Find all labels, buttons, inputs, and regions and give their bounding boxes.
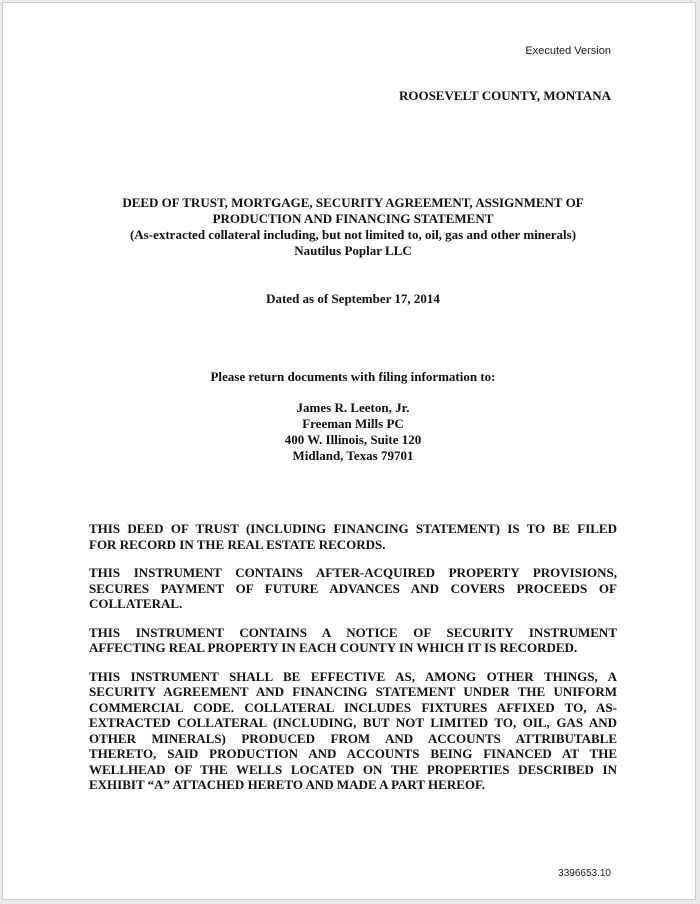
dated-line: Dated as of September 17, 2014: [266, 291, 440, 306]
notice-line: WELLHEAD OF THE WELLS LOCATED ON THE PROPERTIES DESCRIBED IN: [89, 761, 617, 777]
notice-line: EXTRACTED COLLATERAL (INCLUDING, BUT NOT LIMITED TO, OIL, GAS AND: [89, 715, 617, 730]
address-street: 400 W. Illinois, Suite 120: [284, 432, 422, 447]
title-line-2: PRODUCTION AND FINANCING STATEMENT: [212, 211, 494, 226]
address-city: Midland, Texas 79701: [292, 448, 414, 463]
notice-line: THERETO, SAID PRODUCTION AND ACCOUNTS BEING FINANCED AT THE: [89, 746, 617, 761]
notice-line: SECURES PAYMENT OF FUTURE ADVANCES AND COVERS PROCEEDS OF: [89, 580, 617, 596]
county-heading: ROOSEVELT COUNTY, MONTANA: [398, 88, 611, 103]
address-firm: Freeman Mills PC: [302, 416, 404, 431]
notices: [89, 521, 617, 806]
notice-line: AFFECTING REAL PROPERTY IN EACH COUNTY IN WHICH IT IS RECORDED.: [89, 640, 578, 655]
notice-filing: [89, 521, 617, 552]
document-page: [2, 2, 696, 900]
notice-line: THIS DEED OF TRUST (INCLUDING FINANCING STATEMENT) IS TO BE FILED: [89, 521, 617, 536]
return-label: Please return documents with filing information to:: [210, 369, 496, 384]
document-title: [89, 195, 617, 259]
notice-line: THIS INSTRUMENT CONTAINS AFTER-ACQUIRED PROPERTY PROVISIONS,: [89, 565, 617, 580]
notice-line: COMMERCIAL CODE. COLLATERAL INCLUDES FIXTURES AFFIXED TO, AS-: [89, 699, 617, 715]
notice-security-instrument: [89, 625, 617, 656]
return-address: [89, 400, 617, 464]
notice-line: FOR RECORD IN THE REAL ESTATE RECORDS.: [89, 536, 386, 552]
notice-line: THIS INSTRUMENT CONTAINS A NOTICE OF SECURITY INSTRUMENT: [89, 624, 617, 640]
document-number: 3396653.10: [558, 868, 611, 879]
title-line-3: (As-extracted collateral including, but not limited to, oil, gas and other minerals): [129, 227, 577, 242]
notice-line: COLLATERAL.: [89, 596, 183, 611]
notice-line: SECURITY AGREEMENT AND FINANCING STATEMENT UNDER THE UNIFORM: [89, 684, 617, 699]
notice-line: OTHER MINERALS) PRODUCED FROM AND ACCOUNTS ATTRIBUTABLE: [89, 730, 617, 746]
address-name: James R. Leeton, Jr.: [296, 400, 410, 415]
notice-effective: [89, 669, 617, 793]
notice-line: EXHIBIT “A” ATTACHED HERETO AND MADE A PART HEREOF.: [89, 777, 486, 792]
title-line-4: Nautilus Poplar LLC: [294, 243, 412, 258]
title-line-1: DEED OF TRUST, MORTGAGE, SECURITY AGREEMENT, ASSIGNMENT OF: [122, 195, 584, 210]
notice-line: THIS INSTRUMENT SHALL BE EFFECTIVE AS, AMONG OTHER THINGS, A: [89, 668, 617, 684]
notice-after-acquired: [89, 565, 617, 612]
executed-version-label: Executed Version: [525, 45, 611, 57]
